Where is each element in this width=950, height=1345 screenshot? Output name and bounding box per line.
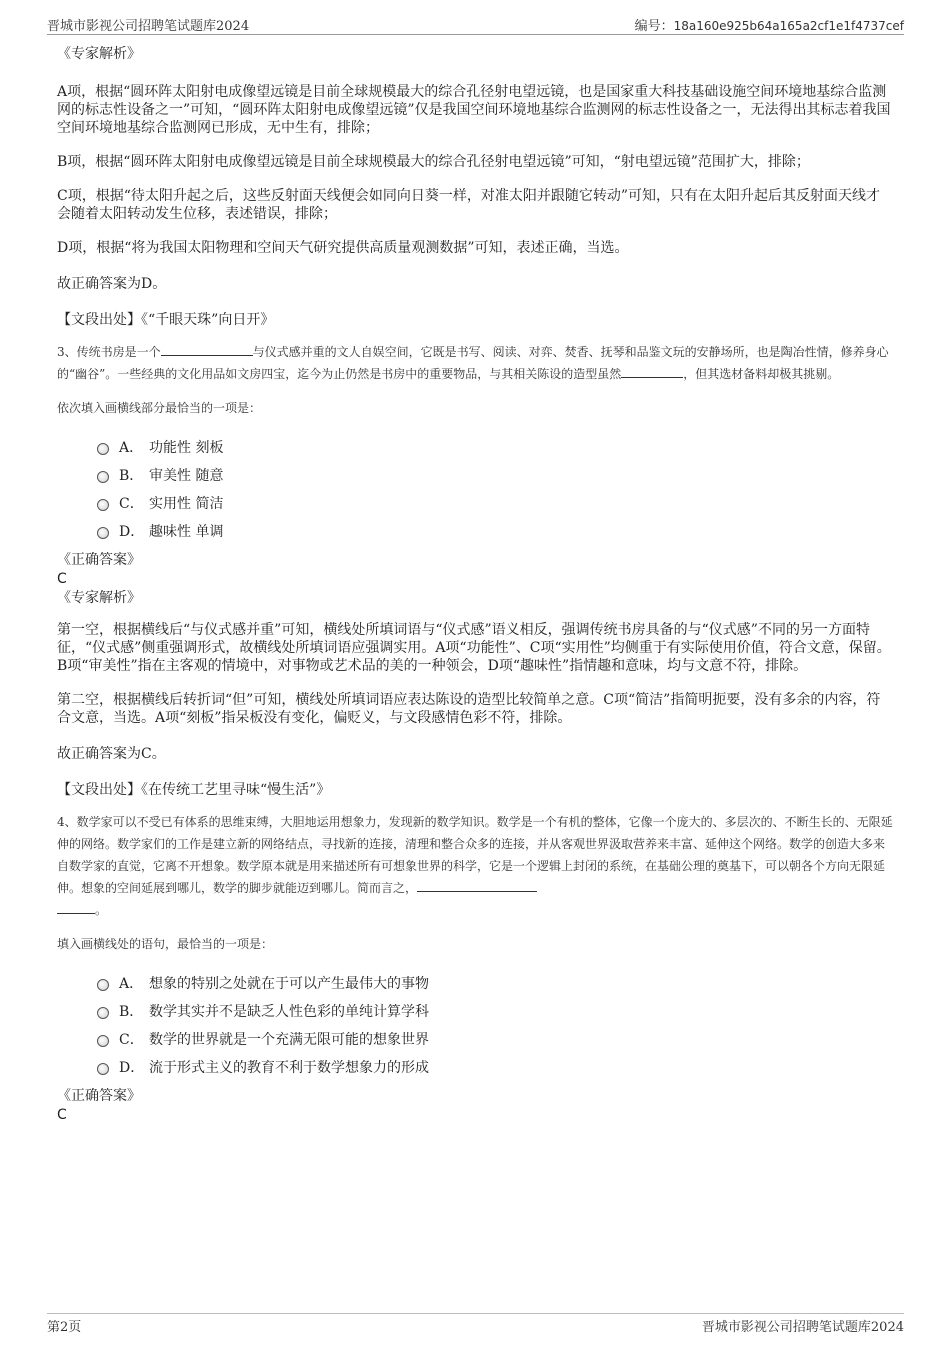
q4-option-a[interactable] (97, 969, 893, 997)
q4-stem (57, 811, 893, 921)
option-text: 审美性 随意 (149, 468, 224, 484)
q3-option-d[interactable] (97, 517, 893, 545)
q2-conclusion: 故正确答案为D。 (57, 276, 167, 292)
q3-option-a[interactable] (97, 433, 893, 461)
header-code-value: 18a160e925b64a165a2cf1e1f4737cef (673, 19, 904, 33)
q4-answer-heading: 《正确答案》 (57, 1088, 141, 1104)
q3-blank-2 (621, 365, 683, 378)
q4-option-c[interactable] (97, 1025, 893, 1053)
option-text: 趣味性 单调 (149, 524, 224, 540)
option-text: 数学的世界就是一个充满无限可能的想象世界 (149, 1032, 429, 1048)
header-code-label: 编号： (634, 19, 674, 34)
q4-stem-end: 。 (95, 903, 108, 917)
q3-stem-part3: ，但其选材备料却极其挑剔。 (683, 367, 840, 381)
q2-analysis-a: A项，根据“圆环阵太阳射电成像望远镜是目前全球规模最大的综合孔径射电望远镜，也是国家重大科技基础设施空间环境地基综合监测网的标志性设备之一”可知，“圆环阵太阳射电成像望远镜”仅是我国空间环境地基综合监测网的标志性设备之一，无法得出其标志着我国空间环境地基综合监测网已形成，无中生有，排除； (57, 84, 891, 136)
radio-icon[interactable] (97, 979, 109, 991)
option-letter: D． (119, 524, 145, 540)
q4-instruction: 填入画横线处的语句，最恰当的一项是： (57, 937, 274, 951)
q3-blank-1 (161, 343, 253, 356)
option-letter: B． (119, 1004, 144, 1020)
page-footer (47, 1313, 904, 1334)
radio-icon[interactable] (97, 471, 109, 483)
q2-analysis-b: B项，根据“圆环阵太阳射电成像望远镜是目前全球规模最大的综合孔径射电望远镜”可知，“射电望远镜”范围扩大，排除； (57, 154, 810, 170)
q3-analysis-1: 第一空，根据横线后“与仪式感并重”可知，横线处所填词语与“仪式感”语义相反，强调传统书房具备的与“仪式感”不同的另一方面特征，“仪式感”侧重强调形式，故横线处所填词语应强调实用。A项“功能性”、C项“实用性”均侧重于有实际使用价值，符合文意，保留。B项“审美性”指在主客观的情境中，对事物或艺术品的美的一种领会，D项“趣味性”指情趣和意味，均与文意不符，排除。 (57, 622, 891, 674)
radio-icon[interactable] (97, 1063, 109, 1075)
option-text: 数学其实并不是缺乏人性色彩的单纯计算学科 (149, 1004, 429, 1020)
q2-analysis-c: C项，根据“待太阳升起之后，这些反射面天线便会如同向日葵一样，对准太阳并跟随它转动”可知，只有在太阳升起后其反射面天线才会随着太阳转动发生位移，表述错误，排除； (57, 188, 881, 222)
q3-stem (57, 341, 893, 385)
footer-page-number: 第2页 (47, 1320, 82, 1335)
q3-instruction: 依次填入画横线部分最恰当的一项是： (57, 401, 262, 415)
option-text: 实用性 简洁 (149, 496, 224, 512)
footer-title: 晋城市影视公司招聘笔试题库2024 (701, 1320, 904, 1335)
header-code (635, 15, 904, 34)
option-text: 想象的特别之处就在于可以产生最伟大的事物 (149, 976, 429, 992)
radio-icon[interactable] (97, 1035, 109, 1047)
radio-icon[interactable] (97, 527, 109, 539)
header-title: 晋城市影视公司招聘笔试题库2024 (47, 19, 250, 34)
q3-analysis-2: 第二空，根据横线后转折词“但”可知，横线处所填词语应表达陈设的造型比较简单之意。C项“简洁”指简明扼要，没有多余的内容，符合文意，当选。A项“刻板”指呆板没有变化，偏贬义，与文段感情色彩不符，排除。 (57, 692, 881, 726)
option-letter: A． (119, 976, 144, 992)
q3-option-b[interactable] (97, 461, 893, 489)
q4-answer: C (57, 1107, 67, 1123)
q4-stem-text: 4、数学家可以不受已有体系的思维束缚，大胆地运用想象力，发现新的数学知识。数学是一个有机的整体，它像一个庞大的、多层次的、不断生长的、无限延伸的网络。数学家们的工作是建立新的网络结点，寻找新的连接，清理和整合众多的连接，并从客观世界汲取营养来丰富、延伸这个网络。数学的创造大多来自数学家的直觉，它离不开想象。数学原本就是用来描述所有可想象世界的科学，它是一个逻辑上封闭的系统，在基础公理的奠基下，可以朝各个方向无限延伸。想象的空间延展到哪儿，数学的脚步就能迈到哪儿。简而言之， (57, 815, 893, 895)
option-letter: B． (119, 468, 144, 484)
page-content (57, 45, 893, 1125)
option-letter: C． (119, 496, 144, 512)
q4-options (97, 969, 893, 1081)
option-letter: A． (119, 440, 144, 456)
option-text: 流于形式主义的教育不利于数学想象力的形成 (149, 1060, 429, 1076)
q2-source: 【文段出处】《“千眼天珠”向日开》 (57, 312, 275, 328)
option-letter: D． (119, 1060, 145, 1076)
radio-icon[interactable] (97, 1007, 109, 1019)
q3-option-c[interactable] (97, 489, 893, 517)
radio-icon[interactable] (97, 499, 109, 511)
q4-blank (417, 879, 537, 892)
q4-option-b[interactable] (97, 997, 893, 1025)
radio-icon[interactable] (97, 443, 109, 455)
q3-stem-part1: 3、传统书房是一个 (57, 345, 161, 359)
q4-option-d[interactable] (97, 1053, 893, 1081)
page-header (47, 14, 904, 35)
q3-answer: C (57, 571, 67, 587)
q4-blank-cont (57, 901, 95, 914)
q3-conclusion: 故正确答案为C。 (57, 746, 166, 762)
q3-options (97, 433, 893, 545)
q2-expert-heading: 《专家解析》 (57, 46, 141, 62)
option-text: 功能性 刻板 (149, 440, 224, 456)
q3-stem-part2: 与仪式感并重的文人自娱空间，它既是书写、阅读、对弈、焚香、抚琴和品鉴文玩的安静场所，也是陶冶性情，修养身心的“幽谷”。一些经典的文化用品如文房四宝，迄今为止仍然是书房中的重要物品，与其相关陈设的造型虽然 (57, 345, 889, 381)
q3-source: 【文段出处】《在传统工艺里寻味“慢生活”》 (57, 782, 331, 798)
q3-answer-heading: 《正确答案》 (57, 552, 141, 568)
q2-analysis-d: D项，根据“将为我国太阳物理和空间天气研究提供高质量观测数据”可知，表述正确，当选。 (57, 240, 629, 256)
option-letter: C． (119, 1032, 144, 1048)
q3-expert-heading: 《专家解析》 (57, 590, 141, 606)
